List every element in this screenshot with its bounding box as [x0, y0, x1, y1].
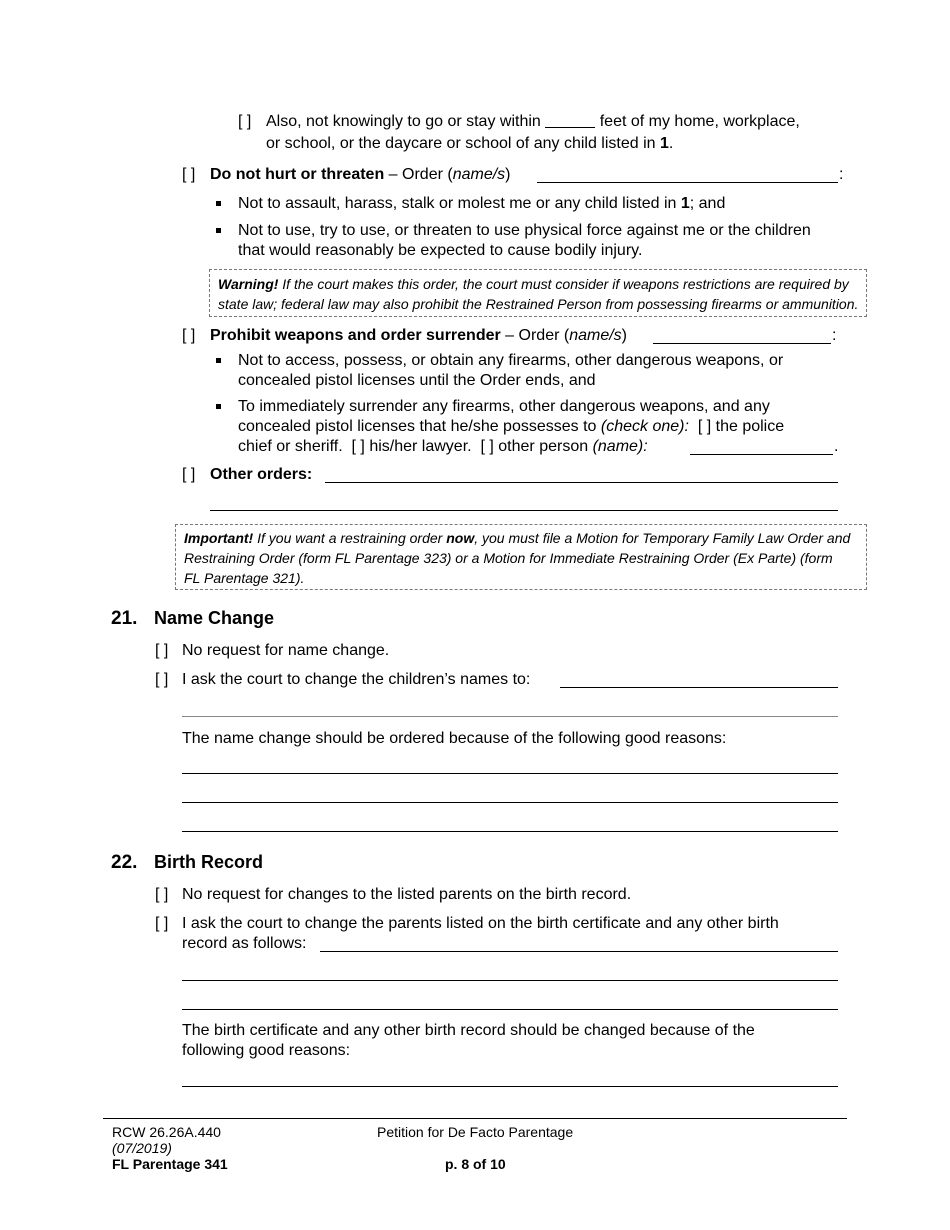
birth-record-reasons-label-line2: following good reasons:: [182, 1042, 351, 1059]
important-box: Important! If you want a restraining order now, you must file a Motion for Temporary Family Law Order and Restraining Order (form FL Parentage 323) or a Motion for Immediate Restraining Order (Ex Parte) (form FL Parentage 321).: [175, 524, 867, 590]
lawyer-checkbox[interactable]: [ ]: [351, 438, 365, 455]
feet-distance-field[interactable]: [545, 113, 595, 128]
footer-statute: RCW 26.26A.440: [112, 1124, 221, 1140]
stay-away-checkbox[interactable]: [ ]: [238, 113, 252, 130]
birth-record-changes-field-3[interactable]: [182, 1009, 838, 1010]
bullet-icon: [216, 358, 221, 363]
footer-left: [112, 1124, 228, 1172]
name-change-request-label: I ask the court to change the children’s names to:: [182, 671, 531, 688]
do-not-hurt-heading: Do not hurt or threaten – Order (name/s): [210, 166, 511, 183]
bullet-icon: [216, 404, 221, 409]
birth-record-reasons-field[interactable]: [182, 1086, 838, 1087]
section-22-title: Birth Record: [154, 852, 264, 872]
warning-box: Warning! If the court makes this order, the court must consider if weapons restrictions are required by state law; federal law may also prohibit the Restrained Person from possessing firearms or ammunition.: [209, 269, 867, 317]
prohibit-bullet2-line2: concealed pistol licenses that he/she possesses to (check one): [ ] the police: [238, 418, 785, 435]
other-orders-field-line2[interactable]: [210, 510, 838, 511]
other-orders-checkbox[interactable]: [ ]: [182, 466, 196, 483]
section-21-number: 21.: [111, 608, 138, 629]
other-person-name-field[interactable]: [690, 454, 833, 455]
footer-form-title: Petition for De Facto Parentage: [377, 1124, 574, 1140]
bullet-icon: [216, 201, 221, 206]
prohibit-bullet1-line2: concealed pistol licenses until the Order ends, and: [238, 372, 596, 389]
name-change-reasons-label: The name change should be ordered because of the following good reasons:: [182, 730, 727, 747]
prohibit-bullet1-line1: Not to access, possess, or obtain any firearms, other dangerous weapons, or: [238, 352, 784, 369]
prohibit-weapons-names-field[interactable]: [653, 343, 831, 344]
bullet-icon: [216, 228, 221, 233]
section-ref-1: 1: [660, 135, 669, 152]
footer-date: (07/2019): [112, 1140, 172, 1156]
name-change-request-checkbox[interactable]: [ ]: [155, 671, 169, 688]
new-children-names-field-line2[interactable]: [182, 716, 838, 717]
no-birth-record-change-label: No request for changes to the listed parents on the birth record.: [182, 886, 632, 903]
prohibit-bullet2-line3: chief or sheriff. [ ] his/her lawyer. [ ] other person (name):: [238, 438, 648, 455]
footer-page-number: p. 8 of 10: [445, 1156, 506, 1172]
stay-away-text-line1: Also, not knowingly to go or stay within feet of my home, workplace,: [266, 113, 800, 130]
no-birth-record-change-checkbox[interactable]: [ ]: [155, 886, 169, 903]
birth-record-changes-field-2[interactable]: [182, 980, 838, 981]
name-change-reasons-field-1[interactable]: [182, 773, 838, 774]
footer-form-id: FL Parentage 341: [112, 1156, 228, 1172]
other-orders-field-line1[interactable]: [325, 482, 838, 483]
new-children-names-field[interactable]: [560, 687, 838, 688]
footer-divider: [103, 1118, 847, 1119]
no-name-change-checkbox[interactable]: [ ]: [155, 642, 169, 659]
prohibit-weapons-heading: Prohibit weapons and order surrender – Order (name/s): [210, 327, 627, 344]
stay-away-text-line2: or school, or the daycare or school of any child listed in 1.: [266, 135, 674, 152]
name-change-reasons-field-3[interactable]: [182, 831, 838, 832]
section-21-title: Name Change: [154, 608, 275, 628]
name-change-reasons-field-2[interactable]: [182, 802, 838, 803]
section-22-number: 22.: [111, 852, 138, 873]
birth-record-change-label-line2: record as follows:: [182, 935, 307, 952]
other-person-checkbox[interactable]: [ ]: [480, 438, 494, 455]
do-not-hurt-names-field[interactable]: [537, 182, 838, 183]
prohibit-weapons-checkbox[interactable]: [ ]: [182, 327, 196, 344]
do-not-hurt-bullet2-line1: Not to use, try to use, or threaten to use physical force against me or the children: [238, 222, 811, 239]
birth-record-change-checkbox[interactable]: [ ]: [155, 915, 169, 932]
prohibit-bullet2-line1: To immediately surrender any firearms, other dangerous weapons, and any: [238, 398, 770, 415]
do-not-hurt-bullet1: Not to assault, harass, stalk or molest me or any child listed in 1; and: [238, 195, 726, 212]
do-not-hurt-checkbox[interactable]: [ ]: [182, 166, 196, 183]
birth-record-change-label-line1: I ask the court to change the parents listed on the birth certificate and any other birth: [182, 915, 779, 932]
no-name-change-label: No request for name change.: [182, 642, 390, 659]
birth-record-reasons-label-line1: The birth certificate and any other birth record should be changed because of the: [182, 1022, 755, 1039]
other-orders-label: Other orders:: [210, 466, 313, 483]
do-not-hurt-bullet2-line2: that would reasonably be expected to cause bodily injury.: [238, 242, 643, 259]
police-checkbox[interactable]: [ ]: [697, 418, 712, 435]
birth-record-changes-field-1[interactable]: [320, 951, 838, 952]
